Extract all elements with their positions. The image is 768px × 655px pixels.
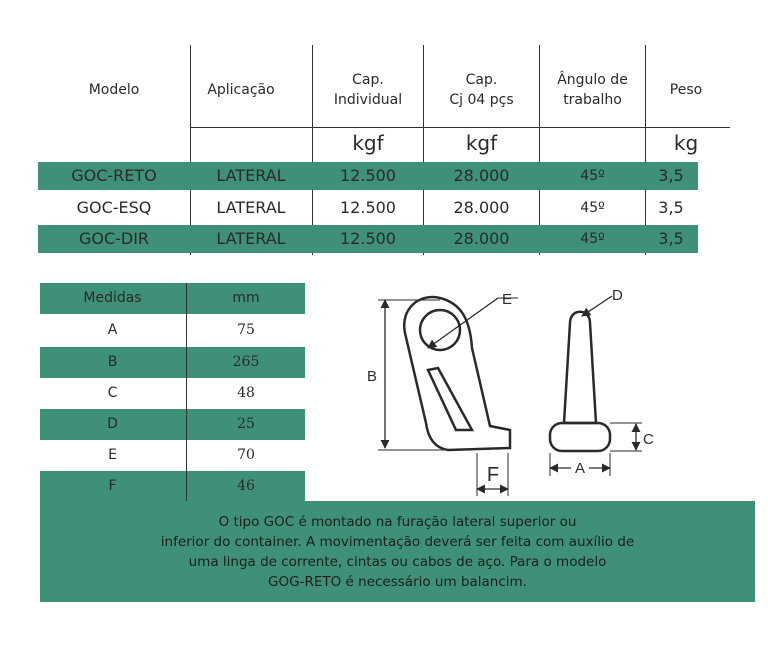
header-cap-cj-line2: Cj 04 pçs bbox=[449, 92, 514, 108]
measures-header bbox=[40, 283, 305, 314]
measure-label: C bbox=[107, 385, 118, 401]
cell-aplicacao: LATERAL bbox=[216, 166, 286, 185]
header-cap-cj-line1: Cap. bbox=[465, 72, 498, 88]
hook-slot bbox=[428, 368, 472, 430]
measure-value: 25 bbox=[237, 416, 255, 432]
grid-line bbox=[190, 45, 191, 255]
header-angulo-line1: Ângulo de bbox=[557, 72, 628, 88]
header-angulo-line2: trabalho bbox=[563, 92, 622, 108]
cell-peso: 3,5 bbox=[658, 198, 684, 217]
measure-value: 75 bbox=[237, 322, 255, 338]
measure-label: D bbox=[107, 416, 118, 432]
table-row bbox=[40, 409, 305, 440]
header-aplicacao bbox=[191, 80, 291, 100]
measures-header-label: Medidas bbox=[83, 290, 142, 306]
table-row bbox=[40, 378, 305, 409]
grid-line bbox=[645, 45, 646, 255]
measure-value: 265 bbox=[232, 354, 260, 370]
grid-line bbox=[539, 45, 540, 255]
measures-header-unit: mm bbox=[232, 290, 260, 306]
cell-peso: 3,5 bbox=[658, 166, 684, 185]
header-aplicacao-label: Aplicação bbox=[207, 82, 275, 98]
grid-line bbox=[186, 283, 187, 502]
hook-stem bbox=[564, 312, 596, 423]
header-modelo bbox=[38, 80, 190, 100]
cell-angulo: 45º bbox=[580, 200, 605, 216]
grid-line bbox=[423, 45, 424, 255]
grid-line bbox=[312, 45, 313, 255]
unit-cap-cj: kgf bbox=[465, 131, 498, 155]
measure-label: F bbox=[108, 478, 117, 494]
note-line: O tipo GOC é montado na furação lateral superior ou bbox=[218, 513, 577, 530]
note-line: uma linga de corrente, cintas ou cabos de aço. Para o modelo bbox=[188, 553, 607, 570]
cell-cap-individual: 12.500 bbox=[340, 166, 396, 185]
cell-cap-cj: 28.000 bbox=[453, 229, 510, 248]
note-line: inferior do container. A movimentação deverá ser feita com auxílio de bbox=[160, 533, 635, 550]
header-angulo bbox=[540, 70, 645, 110]
table-row bbox=[38, 194, 698, 222]
cell-cap-individual: 12.500 bbox=[340, 229, 396, 248]
cell-angulo: 45º bbox=[580, 168, 605, 184]
cell-cap-individual: 12.500 bbox=[340, 198, 396, 217]
measure-label: B bbox=[107, 354, 118, 370]
measure-label: E bbox=[108, 447, 117, 463]
label-a: A bbox=[574, 460, 586, 477]
measure-label: A bbox=[107, 322, 118, 338]
measure-value: 70 bbox=[237, 447, 255, 463]
cell-aplicacao: LATERAL bbox=[216, 229, 286, 248]
header-cap-individual bbox=[313, 70, 423, 110]
cell-peso: 3,5 bbox=[658, 229, 684, 248]
hook-base bbox=[550, 423, 610, 451]
label-c: C bbox=[643, 431, 654, 448]
cell-angulo: 45º bbox=[580, 231, 605, 247]
cell-modelo: GOC-DIR bbox=[78, 229, 150, 248]
table-row bbox=[38, 225, 698, 253]
note-line: GOG-RETO é necessário um balancim. bbox=[268, 573, 527, 590]
header-cap-cj bbox=[424, 70, 539, 110]
header-peso-label: Peso bbox=[669, 82, 703, 98]
hook-diagram bbox=[360, 278, 690, 503]
header-modelo-label: Modelo bbox=[88, 82, 140, 98]
header-cap-individual-line2: Individual bbox=[333, 92, 403, 108]
cell-cap-cj: 28.000 bbox=[453, 166, 510, 185]
measure-value: 46 bbox=[237, 478, 255, 494]
cell-cap-cj: 28.000 bbox=[453, 198, 510, 217]
table-row bbox=[40, 440, 305, 471]
label-b: B bbox=[366, 368, 377, 385]
description-note bbox=[40, 501, 755, 602]
cell-aplicacao: LATERAL bbox=[216, 198, 286, 217]
measure-value: 48 bbox=[237, 385, 255, 401]
table-row bbox=[38, 162, 698, 190]
label-f: F bbox=[486, 464, 500, 486]
grid-line bbox=[190, 127, 730, 128]
dim-line-d bbox=[582, 296, 612, 316]
hook-front-view bbox=[550, 312, 610, 451]
cell-modelo: GOC-ESQ bbox=[76, 198, 152, 217]
table-row bbox=[40, 315, 305, 346]
unit-cap-individual: kgf bbox=[352, 131, 384, 155]
unit-peso: kg bbox=[673, 131, 699, 155]
header-peso bbox=[646, 80, 726, 100]
dim-line-e bbox=[428, 298, 498, 348]
table-row bbox=[40, 347, 305, 378]
table-row bbox=[40, 471, 305, 502]
hook-side-view bbox=[404, 297, 510, 450]
cell-modelo: GOC-RETO bbox=[71, 166, 157, 185]
label-e: E bbox=[502, 291, 513, 308]
header-cap-individual-line1: Cap. bbox=[352, 72, 384, 88]
label-d: D bbox=[612, 287, 623, 304]
